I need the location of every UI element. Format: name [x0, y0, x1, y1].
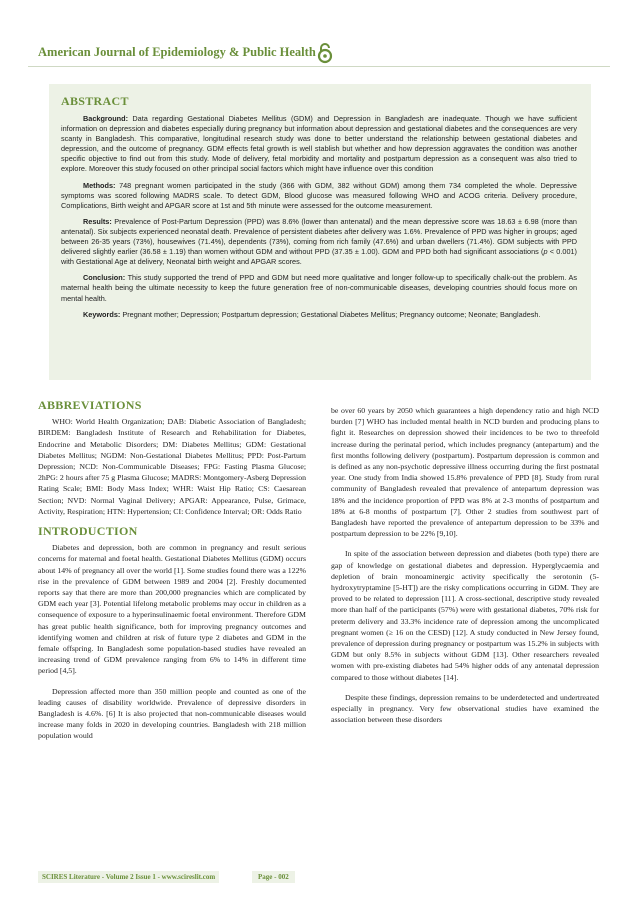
right-paragraph-2: In spite of the association between depression and diabetes (both type) there are gap of knowledge on gestational diabetes and depression. Hyperglycaemia and depletion of brain monoaminergic activity specifically the serotonin (5-hydroxytryptamine [5-HT]) are the risky complications occurring in GDM. They are proved to be related to depression [11]. A cross-sectional, descriptive study revealed more than half of the participants (57%) were with gestational diabetes, 70% risk for preterm delivery and 33.3% incidence rate of depression among the uncomplicated pregnant women (≥ 16 on the CESD) [12]. A study conducted in New Jersey found, prevalence of depression during pregnancy or postpartum was 15.2% in subjects with GDM but only 8.5% in subjects without GDM [13]. Other researchers revealed women with pre-existing diabetes had 54% higher odds of any antenatal depression compared to those without diabetes [14]. — [331, 549, 599, 682]
results-text-b: < 0.001) with Gestational Age at delivery, Neonatal birth weight and APGAR scores. — [61, 247, 577, 267]
footer-journal-issue: SCIRES Literature - Volume 2 Issue 1 - www.scireslit.com — [38, 871, 219, 883]
conclusion-text: This study supported the trend of PPD and GDM but need more qualitative and longer follow-up to specifically chalk-out the problem. As maternal health being the ultimate necessity to keep the future generation free of non-communicable diseases, developing countries should focus more on mental health. — [61, 273, 577, 303]
page-number: Page - 002 — [252, 871, 295, 883]
results-p-symbol: p — [543, 247, 548, 257]
results-label: Results: — [83, 216, 112, 226]
results-text-a: Prevalence of Post-Partum Depression (PPD) was 8.6% (lower than antenatal) and the mean depressive score was 18.63 ± 6.98 (more than antenatal). Six subjects experienced neonatal death. Prevalence of persistent diabetes after delivery was 1.6%. Prevalence of PPD was higher in groups; aged between 26-35 years (73%), housewives (71.4%), dependents (73%), coming from rich family (47.6%) and urban dwellers (71.4%). GDM subjects with PPD delivered slightly earlier (36.58 ± 1.19) than women without GDM and without PPD (37.35 ± 1.00). GDM and PPD both had significant associations ( — [61, 216, 577, 257]
keywords-text: Pregnant mother; Depression; Postpartum depression; Gestational Diabetes Mellitus; Pregnancy outcome; Neonate; Bangladesh. — [120, 309, 541, 319]
introduction-heading: INTRODUCTION — [38, 524, 138, 539]
abstract-keywords — [61, 310, 577, 320]
page-header — [28, 40, 610, 70]
right-column — [331, 405, 599, 734]
abstract-box — [49, 84, 591, 380]
abstract-background — [61, 114, 577, 175]
right-paragraph-3: Despite these findings, depression remains to be underdetected and undertreated especially in pregnancy. Very few observational studies have examined the association between these disorders — [331, 692, 599, 725]
intro-paragraph-1: Diabetes and depression, both are common in pregnancy and result serious concerns for maternal and foetal health. Gestational Diabetes Mellitus (GDM) occurs about 14% of pregnancy all over the world [1]. Some studies found there was a 122% rise in the prevalence of GDM between 1989 and 2004 [2]. Freshly documented reports say that there are more than 200,000 pregnancies which are complicated by GDM each year [3]. Potential lifelong metabolic problems may occur in children as a consequence of exposure to a hyperinsulinaemic foetal environment. Therefore GDM has great public health significance, both for improving pregnancy outcomes and identifying women and children at risk of future type 2 diabetes and GDM in the female offspring. In Bangladesh some population-based studies have revealed an increasing trend of GDM prevalence ranging from 6% to 14% in different time period [4,5]. — [38, 543, 306, 676]
methods-label: Methods: — [83, 180, 116, 190]
abstract-heading: ABSTRACT — [61, 94, 129, 108]
right-paragraph-1: be over 60 years by 2050 which guarantees a high dependency ratio and high NCD burden [7] WHO has included mental health in NCD burden and producing plans to fight it. Researches on depression showed their incidences to be two to threefold increase during the perinatal period, which includes pregnancy (antepartum) and the first months following delivery (postpartum). Postpartum depression is common and is defined as any non-psychotic depressive illness occurring during the first postnatal year. One study from India showed 15.8% prevalence of PPD [8]. Study from rural community of Bangladesh revealed that prevalence of antepartum depression was 18% and the incidence proportion of PPD was 8% at 2-3 months of postpartum and 18% at 6-8 months of postpartum [7]. Other 2 studies from southwest part of Bangladesh have reported the prevalence of antepartum depression to be 33% and postpartum depression to be 22% [9,10]. — [331, 406, 599, 539]
left-column — [38, 400, 306, 751]
keywords-label: Keywords: — [83, 309, 121, 319]
page-footer — [38, 871, 610, 885]
open-access-icon — [316, 42, 334, 64]
methods-text: 748 pregnant women participated in the study (366 with GDM, 382 without GDM) among them 734 completed the whole. Depressive symptoms was scored following MADRS scale. To detect GDM, Blood glucose was measured following WHO and ACOG criteria. Delivery procedure, Complications, Birth weight and APGAR score at 1st and 5th minute were assessed for the outcome measurement. — [61, 180, 577, 210]
conclusion-label: Conclusion: — [83, 273, 126, 283]
abstract-results — [61, 217, 577, 267]
background-text: Data regarding Gestational Diabetes Mellitus (GDM) and Depression in Bangladesh are inadequate. Though we have sufficient information on depression and diabetes especially during pregnancy but information about depression and gestational diabetes and the consequences are very scanty in Bangladesh. This comparative, longitudinal research study was done to better understand the relationship between gestational diabetes and depression, and the outcome of pregnancy. GDM effects fetal growth is well stablish but whether and how depression aggravates the condition was another specific objective to find out from this study. Mode of delivery, fetal morbidity and mortality and postpartum depression as a consequent was also tried to explore. Moreover this study focused on other principal social factors which might have influence over this condition — [61, 114, 577, 174]
abstract-methods — [61, 181, 577, 211]
abbreviations-heading: ABBREVIATIONS — [38, 398, 142, 412]
header-divider — [28, 66, 610, 67]
abstract-conclusion — [61, 273, 577, 303]
abbreviations-text: WHO: World Health Organization; DAB: Diabetic Association of Bangladesh; BIRDEM: Bangladesh Institute of Research and Rehabilitation for Diabetes, Endocrine and Metabolic Disorders; DM: Diabetes Mellitus; GDM: Gestational Diabetes Mellitus; NGDM: Non-Gestational Diabetes Mellitus; PPD: Post-Partum Depression; NCD: Non-Communicable Diseases; FPG: Fasting Plasma Glucose; 2hPG: 2 hours after 75 g Plasma Glucose; MADRS: Montgomery-Asberg Depression Rating Scale; BMI: Body Mass Index; WHR: Waist Hip Ratio; CS: Caesarean Section; NVD: Normal Vaginal Delivery; APGAR: Appearance, Pulse, Grimace, Activity, Respiration; HTN: Hypertension; CI: Confidence Interval; OR: Odds Ratio — [38, 417, 306, 516]
intro-paragraph-2: Depression affected more than 350 million people and counted as one of the leading causes of disability worldwide. Prevalence of depressive disorders in Bangladesh is 4.6%. [6] It is also projected that non-communicable diseases would increase many folds in 2020 in developing countries. Bangladesh with 218 million population would — [38, 686, 306, 741]
background-label: Background: — [83, 114, 128, 123]
journal-title: American Journal of Epidemiology & Public Health — [38, 45, 316, 59]
